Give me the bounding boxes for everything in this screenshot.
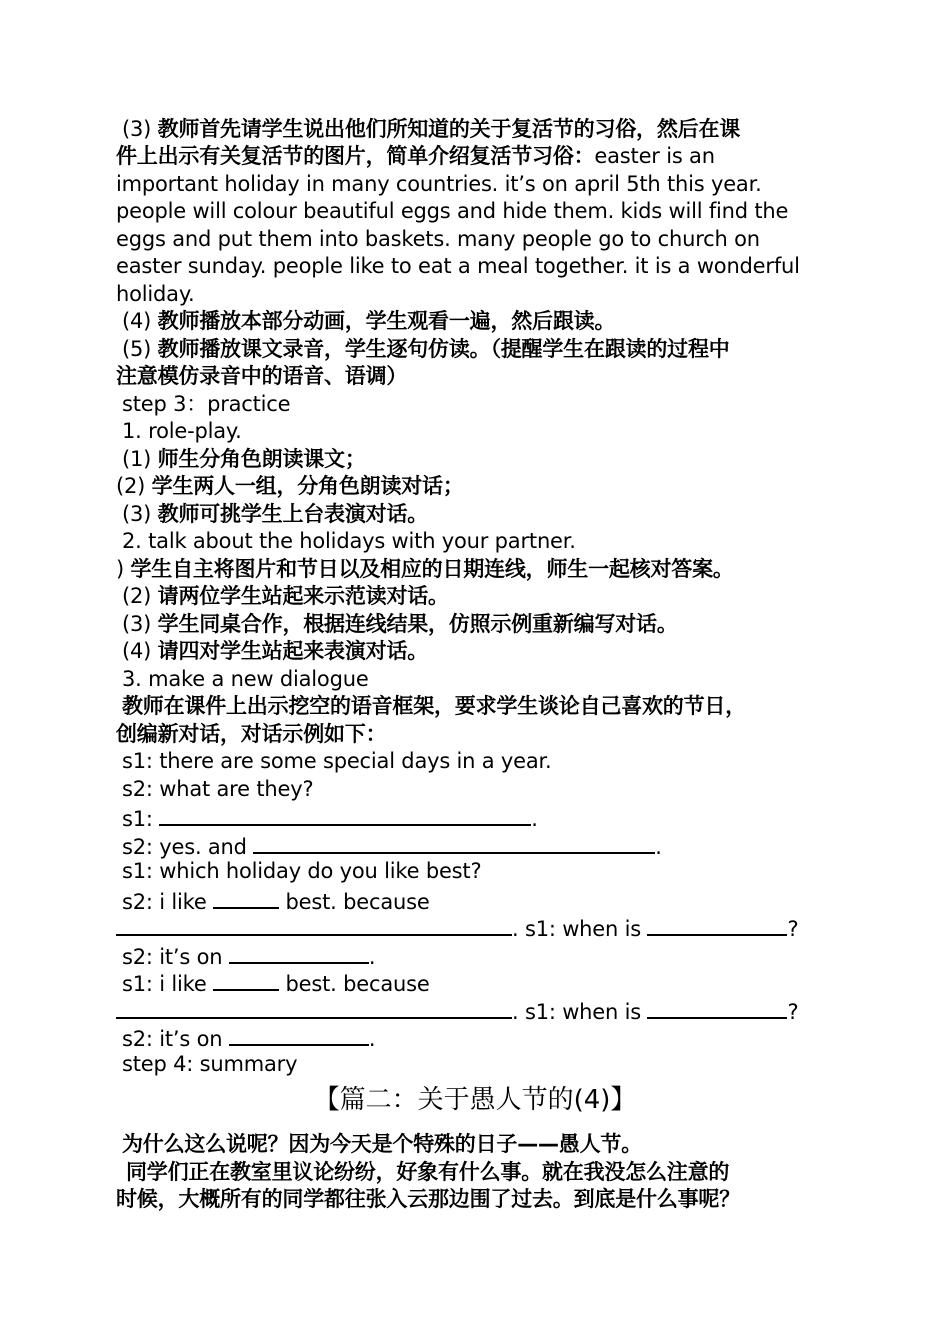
talk-item-4: (4) 请四对学生站起来表演对话。 bbox=[122, 639, 429, 663]
blank bbox=[213, 968, 279, 991]
dialogue-line-1: s1: there are some special days in a year. bbox=[122, 749, 552, 773]
p3-line3: important holiday in many countries. it’s on april 5th this year. bbox=[116, 172, 762, 196]
blank bbox=[229, 1023, 369, 1046]
dialogue-intro-line2: 创编新对话，对话示例如下： bbox=[116, 722, 387, 746]
dialogue-line-10: . s1: when is ? bbox=[116, 996, 798, 1026]
blank bbox=[253, 831, 655, 854]
talk-title: 2. talk about the holidays with your partner. bbox=[122, 529, 576, 553]
dialogue-line-6: s2: i like best. because bbox=[122, 886, 430, 916]
talk-item-3: (3) 学生同桌合作，根据连线结果，仿照示例重新编写对话。 bbox=[122, 612, 678, 636]
story-line-3: 时候，大概所有的同学都往张入云那边围了过去。到底是什么事呢？ bbox=[116, 1187, 740, 1211]
step4-heading: step 4: summary bbox=[122, 1052, 298, 1076]
blank bbox=[647, 996, 787, 1019]
story-line-2: 同学们正在教室里议论纷纷，好象有什么事。就在我没怎么注意的 bbox=[126, 1160, 730, 1184]
dialogue-line-7: . s1: when is ? bbox=[116, 913, 798, 943]
p5-line2: 注意模仿录音中的语音、语调） bbox=[116, 364, 408, 388]
blank bbox=[159, 803, 531, 826]
roleplay-title: 1. role-play. bbox=[122, 419, 242, 443]
roleplay-item-3: (3) 教师可挑学生上台表演对话。 bbox=[122, 502, 429, 526]
section-title: 【篇二：关于愚人节的(4)】 bbox=[313, 1085, 637, 1115]
p3-line1: (3) 教师首先请学生说出他们所知道的关于复活节的习俗，然后在课 bbox=[122, 117, 741, 141]
talk-item-2: (2) 请两位学生站起来示范读对话。 bbox=[122, 584, 449, 608]
step3-heading: step 3：practice bbox=[122, 392, 291, 416]
roleplay-item-1: (1) 师生分角色朗读课文； bbox=[122, 447, 366, 471]
p3-line5: eggs and put them into baskets. many people go to church on bbox=[116, 227, 760, 251]
dialogue-intro-line1: 教师在课件上出示挖空的语音框架，要求学生谈论自己喜欢的节日， bbox=[122, 694, 746, 718]
dialogue-line-2: s2: what are they? bbox=[122, 777, 314, 801]
p4-line: (4) 教师播放本部分动画，学生观看一遍，然后跟读。 bbox=[122, 309, 616, 333]
p3-line4: people will colour beautiful eggs and hide them. kids will find the bbox=[116, 199, 789, 223]
p3-line7: holiday. bbox=[116, 282, 195, 306]
dialogue-line-4: s2: yes. and . bbox=[122, 831, 662, 861]
dialogue-line-5: s1: which holiday do you like best? bbox=[122, 859, 482, 883]
dialogue-title: 3. make a new dialogue bbox=[122, 667, 369, 691]
blank bbox=[647, 913, 787, 936]
blank bbox=[213, 886, 279, 909]
roleplay-item-2: (2) 学生两人一组，分角色朗读对话； bbox=[116, 474, 464, 498]
p3-line2: 件上出示有关复活节的图片，简单介绍复活节习俗：easter is an bbox=[116, 144, 715, 168]
talk-item-1: ) 学生自主将图片和节日以及相应的日期连线，师生一起核对答案。 bbox=[116, 557, 734, 581]
dialogue-line-11: s2: it’s on . bbox=[122, 1023, 375, 1053]
dialogue-line-3: s1: . bbox=[122, 803, 538, 833]
p3-line6: easter sunday. people like to eat a meal together. it is a wonderful bbox=[116, 254, 800, 278]
story-line-1: 为什么这么说呢？因为今天是个特殊的日子——愚人节。 bbox=[122, 1132, 642, 1156]
p5-line1: (5) 教师播放课文录音，学生逐句仿读。（提醒学生在跟读的过程中 bbox=[122, 337, 730, 361]
dialogue-line-8: s2: it’s on . bbox=[122, 941, 375, 971]
blank bbox=[116, 913, 512, 936]
dialogue-line-9: s1: i like best. because bbox=[122, 968, 430, 998]
blank bbox=[116, 996, 512, 1019]
blank bbox=[229, 941, 369, 964]
